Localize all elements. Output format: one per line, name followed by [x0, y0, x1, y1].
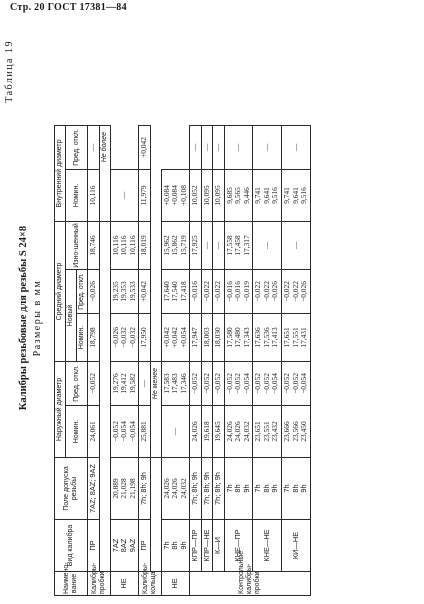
table-row [253, 40, 282, 596]
note-row [99, 40, 110, 596]
table-caption: Калибры резьбовые для резьбы S 24×8 [18, 225, 29, 411]
cell-o-dev: — [161, 406, 190, 458]
table-row [224, 40, 253, 596]
cell-m-worn: — [201, 221, 213, 269]
cell-i-dev: — [88, 125, 100, 169]
cell-tol: 7h 8h 9h [282, 458, 311, 520]
cell-m-worn: 19,235 19,353 19,533 [110, 270, 139, 314]
cell-o-dev: −0,052 [213, 362, 225, 406]
col-middle-worn: Изно-шенный [66, 221, 88, 269]
cell-tol: 7h 8h 9h [161, 520, 190, 572]
cell-m-nom: 17,651 17,551 17,431 [282, 314, 311, 362]
cell-m-worn: 17,640 17,540 17,418 [161, 270, 190, 314]
cell-m-worn: — [213, 221, 225, 269]
cell-o-dev: −0,052 −0,052 −0,054 [282, 362, 311, 406]
cell-i-dev: — [282, 125, 311, 169]
cell-tol: 7AZ; 8AZ; 9AZ [88, 458, 100, 520]
cell-m-nom: 18,030 [213, 314, 225, 362]
cell-i-dev: — [110, 169, 139, 221]
table-title-block [2, 40, 52, 596]
col-inner-dev: Пред. откл. [66, 125, 88, 169]
cell-tol: 7h; 8h; 9h [139, 458, 151, 520]
cell-i-nom: 10,095 [213, 169, 225, 221]
cell-m-dev: −0,026 −0,032 −0,032 [110, 314, 139, 362]
group-label: Контрольные калибры-пробки [190, 572, 310, 596]
table-row [190, 40, 202, 596]
cell-tol: 7h 8h 9h [253, 458, 282, 520]
cell-m-worn: — [282, 221, 311, 269]
cell-o-nom: 24,026 24,026 24,032 [161, 458, 190, 520]
table-row [139, 40, 151, 596]
col-type: Вид калибра [55, 520, 88, 572]
cell-m-worn: 18,746 [88, 221, 100, 269]
cell-i-nom: 10,116 10,116 10,116 [110, 221, 139, 269]
cell-o-dev: −0,052 [201, 362, 213, 406]
note-row [150, 40, 161, 596]
col-middle-nominal: Номин. [77, 314, 88, 362]
cell-type: ПР [88, 520, 100, 572]
rotated-table-page [2, 40, 420, 596]
cell-tol: 7h; 8h; 9h [201, 458, 213, 520]
cell-m-worn: 17,558 17,458 17,317 [224, 221, 253, 269]
cell-i-dev: — [201, 125, 213, 169]
col-name: Наимено-вание [55, 572, 88, 596]
cell-o-dev: −0,052 −0,052 −0,054 [224, 362, 253, 406]
cell-m-dev: −0,022 −0,022 −0,026 [282, 270, 311, 314]
cell-i-nom: 11,979 [139, 169, 151, 221]
cell-o-nom: 23,666 23,566 23,450 [282, 406, 311, 458]
cell-type: КНЕ—ПР [224, 520, 253, 572]
cell-m-worn: 17,925 [190, 221, 202, 269]
cell-o-nom: 19,645 [213, 406, 225, 458]
page-header: Стр. 20 ГОСТ 17381—84 [10, 2, 127, 13]
cell-i-nom: 10,052 [190, 169, 202, 221]
col-outer: Наружный диаметр [55, 362, 66, 458]
group-label: Калибры-кольца [139, 572, 162, 596]
cell-o-dev: −0,052 −0,052 −0,054 [253, 362, 282, 406]
cell-m-dev: −0,022 [201, 270, 213, 314]
cell-o-dev: −0,052 −0,054 −0,054 [110, 406, 139, 458]
cell-type: НЕ [161, 572, 190, 596]
cell-m-dev: −0,022 −0,022 −0,026 [253, 270, 282, 314]
table-row [161, 40, 190, 596]
cell-i-nom: 15,962 15,862 15,719 [161, 221, 190, 269]
cell-tol: 7AZ 8AZ 9AZ [110, 520, 139, 572]
note-ne-bolee: Не более [99, 125, 110, 221]
cell-i-dev: — [253, 125, 282, 169]
cell-m-nom: 17,583 17,483 17,346 [161, 362, 190, 406]
cell-o-nom: 23,651 23,551 23,432 [253, 406, 282, 458]
cell-o-nom: 24,026 24,026 24,032 [224, 406, 253, 458]
cell-type: ПР [139, 520, 151, 572]
cell-o-dev: — [139, 362, 151, 406]
col-outer-nominal: Номин. [66, 406, 88, 458]
table-row [110, 40, 139, 596]
cell-m-dev: +0,042 +0,042 +0,054 [161, 314, 190, 362]
col-inner: Внутренний диаметр [55, 125, 66, 221]
cell-type: КПР—НЕ [201, 520, 213, 572]
cell-type: К—И [213, 520, 225, 572]
col-middle: Средний диаметр [55, 221, 66, 361]
cell-m-dev: +0,042 [139, 270, 151, 314]
cell-m-dev: −0,026 [88, 270, 100, 314]
table-body [88, 40, 310, 596]
cell-m-nom: 17,580 17,480 17,343 [224, 314, 253, 362]
group-label: Калибры-пробки [88, 572, 111, 596]
cell-o-nom: 20,889 21,028 21,198 [110, 458, 139, 520]
col-inner-nominal: Номин. [66, 169, 88, 221]
cell-m-nom: 19,276 19,412 19,582 [110, 362, 139, 406]
cell-type: КНЕ—НЕ [253, 520, 282, 572]
cell-o-nom: 25,881 [139, 406, 151, 458]
cell-m-worn: 18,019 [139, 221, 151, 269]
cell-i-nom: 9,741 9,641 9,516 [253, 169, 282, 221]
cell-m-nom: 18,003 [201, 314, 213, 362]
col-outer-dev: Пред. откл. [66, 362, 88, 406]
cell-m-dev: −0,022 [213, 270, 225, 314]
table-row [213, 40, 225, 596]
table-row [88, 40, 100, 596]
col-middle-dev: Пред. откл. [77, 270, 88, 314]
cell-type: КИ—НЕ [282, 520, 311, 572]
cell-i-dev: +0,042 [139, 125, 151, 169]
cell-i-nom: 10,095 [201, 169, 213, 221]
table-number: Таблица 19 [4, 40, 15, 103]
cell-i-nom: 10,116 [88, 169, 100, 221]
cell-m-nom: 17,950 [139, 314, 151, 362]
table-row [201, 40, 213, 596]
cell-i-dev: — [213, 125, 225, 169]
col-tolerance: Поле допуска резьбы [55, 458, 88, 520]
cell-tol: 7h 8h 9h [224, 458, 253, 520]
note-ne-menee: Не менее [150, 362, 161, 458]
cell-m-worn: — [253, 221, 282, 269]
cell-m-dev: −0,016 −0,016 −0,019 [224, 270, 253, 314]
cell-m-nom: 18,798 [88, 314, 100, 362]
cell-m-dev: −0,016 [190, 270, 202, 314]
cell-m-nom: 17,636 17,536 17,413 [253, 314, 282, 362]
cell-type: КПР—ПР [190, 520, 202, 572]
cell-tol: 7h; 8h; 9h [213, 458, 225, 520]
col-middle-new: Новый [66, 270, 77, 362]
cell-i-dev: +0,084 +0,084 +0,108 [161, 169, 190, 221]
table-row [282, 40, 311, 596]
cell-m-nom: 17,947 [190, 314, 202, 362]
cell-i-nom: 9,741 9,641 9,516 [282, 169, 311, 221]
cell-i-dev: — [190, 125, 202, 169]
cell-o-nom: 19,618 [201, 406, 213, 458]
cell-o-nom: 24,061 [88, 406, 100, 458]
cell-o-nom: 24,026 [190, 406, 202, 458]
cell-o-dev: −0,052 [190, 362, 202, 406]
table-units: Размеры в мм [32, 279, 43, 357]
cell-tol: 7h; 8h; 9h [190, 458, 202, 520]
cell-i-dev: — [224, 125, 253, 169]
cell-i-nom: 9,685 9,565 9,446 [224, 169, 253, 221]
cell-o-dev: −0,052 [88, 362, 100, 406]
cell-type: НЕ [110, 572, 139, 596]
gauge-table [54, 40, 311, 596]
